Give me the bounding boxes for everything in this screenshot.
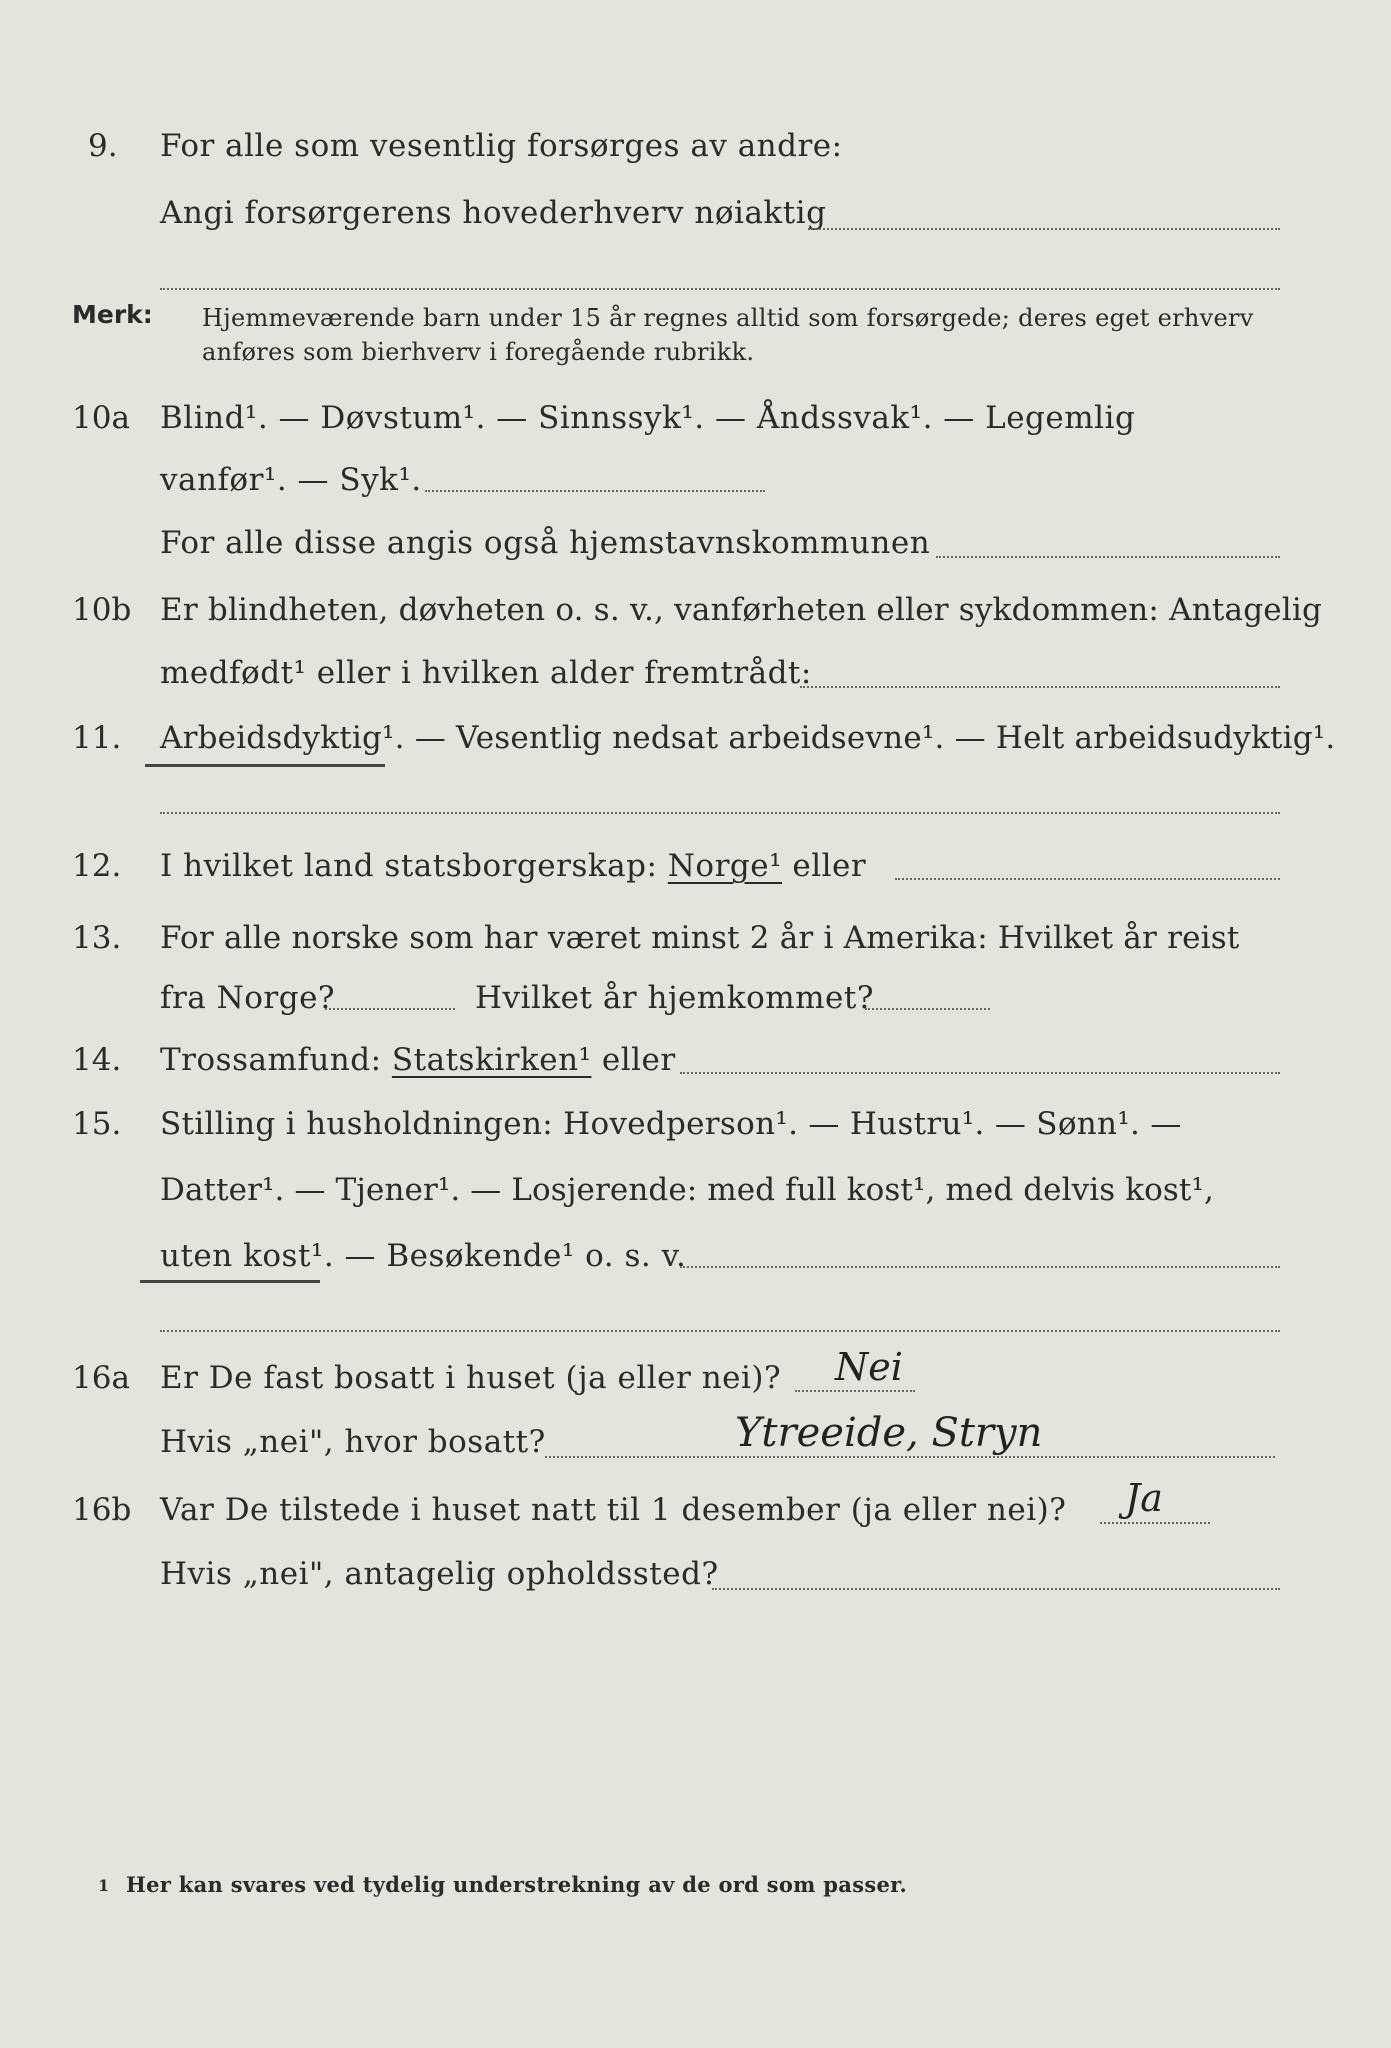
q15-line3 <box>160 1238 686 1274</box>
q10b-line2: medfødt¹ eller i hvilken alder fremtrådt: <box>160 655 812 691</box>
q16b-line2: Hvis „nei", antagelig opholdssted? <box>160 1556 719 1592</box>
q14-text <box>160 1042 676 1078</box>
q13-number: 13. <box>72 920 122 956</box>
q10a-line3: For alle disse angis også hjemstavnskommunen <box>160 525 931 561</box>
q13-hjemkommet-line[interactable] <box>865 1008 990 1010</box>
q10a-line2: vanfør¹. — Syk¹. <box>160 462 422 498</box>
q16b-answer1-line[interactable] <box>1100 1522 1210 1524</box>
merk-line2: anføres som bierhverv i foregående rubrikk. <box>202 338 755 366</box>
q15-handwritten-underline <box>140 1280 320 1283</box>
merk-line1: Hjemmeværende barn under 15 år regnes alltid som forsørgede; deres eget erhverv <box>202 304 1254 332</box>
q16a-answer1-handwritten: Nei <box>835 1345 903 1389</box>
q9-answer-line[interactable] <box>808 228 1280 230</box>
q11-handwritten-underline <box>145 764 385 767</box>
q12-text <box>160 848 866 884</box>
q11-arbeidsdyktig-underlined: Arbeidsdyktig¹. <box>160 720 405 756</box>
q9-line2-text: Angi forsørgerens hovederhverv nøiaktig <box>160 195 827 231</box>
q14-answer-line[interactable] <box>680 1072 1280 1074</box>
q16a-answer1-line[interactable] <box>795 1390 915 1392</box>
q10b-answer-line[interactable] <box>800 686 1280 688</box>
q12-answer-line[interactable] <box>895 878 1280 880</box>
q15-line2: Datter¹. — Tjener¹. — Losjerende: med full kost¹, med delvis kost¹, <box>160 1172 1214 1208</box>
q10a-number: 10a <box>72 400 130 436</box>
q10a-hjemstavn-line[interactable] <box>936 556 1280 558</box>
merk-label: Merk: <box>72 300 153 329</box>
q9-line1: For alle som vesentlig forsørges av andre: <box>160 128 843 164</box>
q14-after: eller <box>591 1042 676 1078</box>
q16b-number: 16b <box>72 1492 132 1528</box>
q10a-line1: Blind¹. — Døvstum¹. — Sinnssyk¹. — Åndssvak¹. — Legemlig <box>160 400 1136 436</box>
q14-number: 14. <box>72 1042 122 1078</box>
q12-after: eller <box>782 848 867 884</box>
q16b-answer2-line[interactable] <box>712 1588 1280 1590</box>
q11-rest: — Vesentlig nedsat arbeidsevne¹. — Helt arbeidsudyktig¹. <box>404 720 1336 756</box>
q10b-line1: Er blindheten, døvheten o. s. v., vanførheten eller sykdommen: Antagelig <box>160 592 1323 628</box>
q11-number: 11. <box>72 720 122 756</box>
q16a-line2: Hvis „nei", hvor bosatt? <box>160 1424 546 1460</box>
q15-answer-line-2[interactable] <box>160 1330 1280 1332</box>
q12-norge-underlined: Norge¹ <box>667 848 783 884</box>
q16b-answer1-handwritten: Ja <box>1125 1476 1163 1520</box>
q13-line1: For alle norske som har været minst 2 år i Amerika: Hvilket år reist <box>160 920 1240 956</box>
q9-number: 9. <box>88 128 118 164</box>
q12-number: 12. <box>72 848 122 884</box>
q15-uten-kost-underlined: uten kost¹. <box>160 1238 335 1274</box>
q11-answer-line[interactable] <box>160 812 1280 814</box>
q15-answer-line[interactable] <box>680 1266 1280 1268</box>
q13-line2a: fra Norge? <box>160 980 336 1016</box>
q13-line2b: Hvilket år hjemkommet? <box>475 980 874 1016</box>
q10a-answer-line[interactable] <box>425 490 765 492</box>
q9-answer-line-2[interactable] <box>160 288 1280 290</box>
footnote-mark: 1 <box>98 1876 110 1895</box>
q16a-answer2-handwritten: Ytreeide, Stryn <box>735 1410 1043 1456</box>
q16a-line1: Er De fast bosatt i huset (ja eller nei)? <box>160 1360 782 1396</box>
q16a-answer2-line[interactable] <box>545 1456 1275 1458</box>
q14-statskirken-underlined: Statskirken¹ <box>391 1042 592 1078</box>
q15-line1: Stilling i husholdningen: Hovedperson¹. — Hustru¹. — Sønn¹. — <box>160 1106 1182 1142</box>
q9-line2 <box>160 195 826 231</box>
q13-reist-line[interactable] <box>325 1008 455 1010</box>
q16b-line1: Var De tilstede i huset natt til 1 desember (ja eller nei)? <box>160 1492 1067 1528</box>
q10b-number: 10b <box>72 592 132 628</box>
q15-line3-rest: — Besøkende¹ o. s. v. <box>334 1238 687 1274</box>
q16a-number: 16a <box>72 1360 130 1396</box>
q12-label: I hvilket land statsborgerskap: <box>160 848 658 884</box>
footnote-text: Her kan svares ved tydelig understrekning av de ord som passer. <box>126 1872 908 1897</box>
q15-number: 15. <box>72 1106 122 1142</box>
q14-label: Trossamfund: <box>160 1042 382 1078</box>
q11-text <box>160 720 1335 756</box>
